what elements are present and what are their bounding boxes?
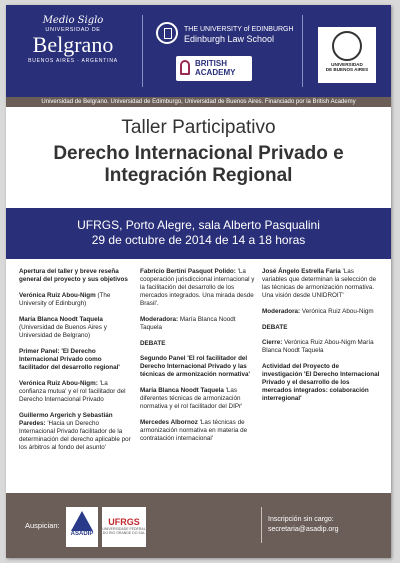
program-item-text: María Blanca Noodt Taquela (140, 316, 236, 331)
program-item-title: Primer Panel: 'El Derecho Internacional Privado como facilitador del desarrollo regional' (19, 348, 120, 371)
program-item (140, 268, 255, 308)
program-item (19, 292, 131, 308)
british-academy-logo (176, 56, 252, 81)
venue-band (6, 208, 391, 259)
program-item (262, 339, 380, 355)
program-item-title: Apertura del taller y breve reseña general del proyecto y sus objetivos (19, 268, 128, 283)
edinburgh-line1: THE UNIVERSITY of EDINBURGH (184, 26, 294, 33)
program-column-3 (262, 268, 380, 411)
british-academy-line1: BRITISH (195, 59, 227, 68)
program-item (262, 308, 380, 316)
belgrano-name: Belgrano (32, 32, 114, 57)
header-band (6, 5, 391, 97)
program-item (19, 412, 131, 452)
program-item-title: Guillermo Argerich y Sebastián Paredes: (19, 412, 113, 427)
program-item (19, 316, 131, 340)
auspician-label: Auspician: (25, 521, 60, 530)
belgrano-city: BUENOS AIRES · ARGENTINA (28, 58, 118, 64)
program-item-title: María Blanca Noodt Taquela (140, 387, 224, 394)
program-item-text: Verónica Ruiz Abou-Nigm (301, 308, 374, 315)
british-academy-icon (180, 60, 190, 75)
british-academy-line2: ACADEMY (195, 68, 236, 77)
program-item (19, 268, 131, 284)
uba-line2: DE BUENOS AIRES (325, 67, 369, 72)
sponsors-strip: Universidad de Belgrano. Universidad de Edimburgo, Universidad de Buenos Aires. Financiado por la British Academy (6, 97, 391, 107)
venue-date: 29 de octubre de 2014 de 14 a 18 horas (91, 233, 306, 247)
program-item-title: Moderadora: (140, 316, 179, 323)
uba-line1: UNIVERSIDAD (331, 62, 363, 67)
program-item-text: Verónica Ruiz Abou-Nigm María Blanca Noodt Taquela (262, 339, 374, 354)
universidad-de-text: UNIVERSIDAD DE (45, 27, 101, 33)
program-item-title: Segundo Panel 'El rol facilitador del Derecho Internacional Privado y las técnicas de armonización normativa' (140, 355, 250, 378)
event-title (6, 117, 391, 187)
program-item-title: María Blanca Noodt Taquela (19, 316, 103, 323)
uba-logo (318, 27, 376, 83)
program-item-text: 'Las variables que determinan la selección de las técnicas de armonización normativa. Una visión desde UNIDROIT' (262, 268, 377, 299)
program-item (140, 419, 255, 443)
medio-siglo-text: Medio Siglo (42, 15, 104, 26)
footer-divider (261, 507, 262, 543)
asadip-label: ASADIP (70, 531, 94, 537)
ufrgs-subtitle: UNIVERSIDADE FEDERAL DO RIO GRANDE DO SUL (102, 527, 146, 535)
edinburgh-line2: Edinburgh Law School (184, 34, 275, 44)
header-divider (142, 15, 143, 87)
asadip-triangle-icon (71, 511, 93, 531)
uba-seal-icon (332, 31, 362, 61)
program-item-text: (Universidad de Buenos Aires y Universidad de Belgrano) (19, 324, 107, 339)
program-column-1 (19, 268, 131, 460)
program-item (19, 348, 131, 372)
edinburgh-logo-text (184, 25, 294, 45)
program-item-title: Verónica Ruiz Abou-Nigm: (19, 380, 98, 387)
program-item-title: Actividad del Proyecto de investigación 'El Derecho Internacional Privado y el desarrollo de los mercados integrados: colaboración interregional' (262, 363, 380, 402)
program-item-text: 'Hacia un Derecho Internacional Privado facilitador de la determinación del derecho aplicable por los árbitros al fondo del asunto' (19, 420, 131, 451)
inscripcion-label: Inscripción sin cargo: (268, 516, 334, 523)
program-item (262, 363, 380, 403)
edinburgh-crest-icon (156, 22, 178, 44)
program-item-text: 'La cooperación jurisdiccional internacional y la facilitación del desarrollo de los mercados integrados. Una mirada desde Brasil'. (140, 268, 255, 307)
ufrgs-label: UFRGS (108, 517, 140, 527)
asadip-logo (66, 507, 98, 547)
program-item-text: 'Las diferentes técnicas de armonización normativa y el rol facilitador del DIPr' (140, 387, 243, 410)
event-poster (6, 5, 391, 558)
program-item (19, 380, 131, 404)
title-line1: Taller Participativo (121, 117, 276, 138)
program-item-text: 'Las técnicas de armonización normativa en materia de contratación internacional' (140, 419, 248, 442)
program-item (262, 268, 380, 300)
footer-band (6, 493, 391, 558)
debate-heading: DEBATE (262, 324, 288, 331)
program-column-2 (140, 268, 255, 451)
program-item (140, 387, 255, 411)
title-line3: Integración Regional (104, 165, 293, 186)
program-item-title: José Ángelo Estrella Faria (262, 268, 341, 275)
venue-location: UFRGS, Porto Alegre, sala Alberto Pasqualini (77, 218, 320, 232)
program-item-title: Cierre: (262, 339, 283, 346)
header-divider (302, 15, 303, 87)
program-item-title: Moderadora: (262, 308, 301, 315)
debate-heading: DEBATE (140, 340, 166, 347)
contact-email-link[interactable]: secretaria@asadip.org (268, 526, 339, 533)
program-item-title: Verónica Ruiz Abou-Nigm (19, 292, 96, 299)
program-item (140, 316, 255, 332)
title-line2: Derecho Internacional Privado e (53, 143, 344, 164)
program-item (140, 355, 255, 379)
program-item-title: Mercedes Albornoz (140, 419, 198, 426)
universidad-de-belgrano-logo (18, 11, 128, 91)
program-item-text: (The University of Edinburgh) (19, 292, 111, 307)
program-item-title: Fabrício Bertini Pasquot Polido: (140, 268, 236, 275)
ufrgs-logo (102, 507, 146, 547)
program-item-text: 'La confianza mutua' y el rol facilitador del Derecho Internacional Privado (19, 380, 126, 403)
contact-info (268, 515, 339, 535)
